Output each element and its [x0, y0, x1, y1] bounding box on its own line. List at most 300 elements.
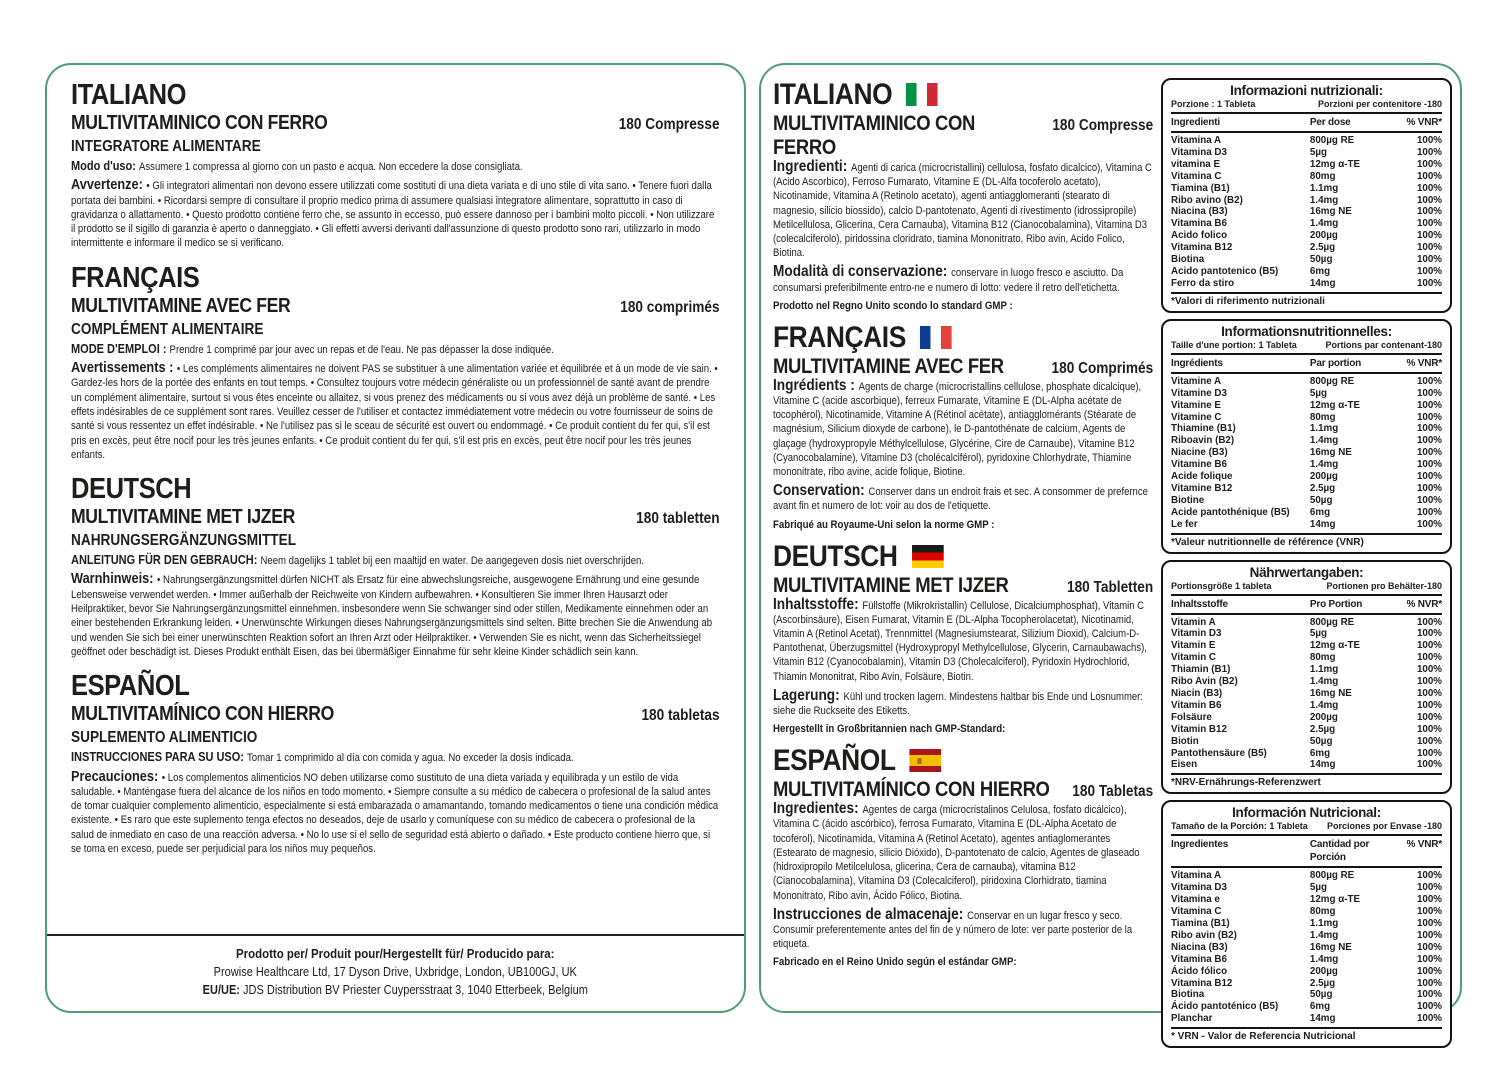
nutrient-row: [1171, 218, 1442, 230]
pack-count: 180 Comprimés: [1051, 359, 1154, 377]
nutrient-row: [1171, 230, 1442, 242]
nutrient-name: Vitamin B12: [1171, 723, 1227, 735]
table-footnote: *NRV-Ernährungs-Referenzwert: [1171, 777, 1321, 789]
nutrient-name: Vitamine B6: [1171, 459, 1227, 471]
nutrient-amount: 16mg NE: [1309, 941, 1352, 953]
nutrient-name: Niacin (B3): [1171, 688, 1223, 699]
language-title: DEUTSCH: [71, 473, 192, 506]
nutrient-nrv: 100%: [1416, 1001, 1442, 1013]
language-section: [71, 262, 720, 462]
info-paragraph: Modalità di conservazione: conservare in luogo fresco e asciutto. Da consumarsi preferibilmente entro-ne e numero di lotto: vedere il retro dell'etichetta.: [773, 263, 1124, 294]
nutrition-table: [1161, 78, 1452, 313]
france-flag-icon: [920, 326, 952, 349]
gmp-statement: Fabriqué au Royaume-Uni selon la norme GMP :: [773, 518, 995, 531]
nutrient-name: Tiamina (B1): [1171, 917, 1230, 929]
nutrient-nrv: 100%: [1416, 411, 1442, 423]
info-paragraph: INSTRUCCIONES PARA SU USO: Tomar 1 comprimido al día con comida y agua. No exceder la dosis indicada.: [71, 750, 574, 765]
nutrient-row: [1171, 978, 1442, 990]
nutrient-nrv: 100%: [1416, 387, 1442, 399]
left-panel-sections: [71, 79, 720, 867]
nutrient-row: [1171, 700, 1442, 712]
nutrient-nrv: 100%: [1416, 518, 1442, 530]
nutrient-nrv: 100%: [1416, 870, 1442, 882]
nutrient-row: [1171, 882, 1442, 894]
product-row: [71, 506, 720, 529]
nutrient-nrv: 100%: [1416, 435, 1442, 447]
paragraph-label: Warnhinweis:: [71, 571, 158, 588]
nutrient-row: [1171, 135, 1442, 147]
nutrient-row: [1171, 388, 1442, 400]
language-title-text: ESPAÑOL: [773, 744, 896, 778]
col-header-nrv: % VNR*: [1406, 117, 1442, 128]
nutrient-amount: 14mg: [1309, 759, 1336, 771]
nutrition-table: [1161, 560, 1452, 795]
nutrient-row: [1171, 676, 1442, 688]
nutrient-amount: 200µg: [1309, 711, 1338, 723]
nutrient-row: [1171, 495, 1442, 507]
nutrient-nrv: 100%: [1416, 640, 1442, 652]
nutrient-amount: 12mg α-TE: [1309, 894, 1361, 906]
nutrient-name: Eisen: [1171, 759, 1198, 771]
nutrient-amount: 1.4mg: [1309, 953, 1339, 965]
pack-count: 180 tabletten: [636, 510, 720, 528]
pack-count: 180 comprimés: [620, 298, 720, 316]
nutrient-nrv: 100%: [1416, 482, 1442, 494]
nutrient-nrv: 100%: [1416, 1013, 1442, 1025]
col-header-amount: Par portion: [1309, 357, 1362, 369]
nutrient-amount: 80mg: [1309, 652, 1336, 664]
nutrient-nrv: 100%: [1416, 447, 1442, 459]
product-row: [773, 778, 1153, 802]
nutrient-nrv: 100%: [1416, 375, 1442, 387]
nutrient-row: [1171, 652, 1442, 664]
info-paragraph: Avvertenze: • Gli integratori alimentari non devono essere utilizzati come sostituti di una dieta variata e di uno stile di vita sano. • Tenere fuori dalla portata dei bambini. • Ricordarsi sempre di consultare il proprio medico prima di assumere qualsiasi integratore alimentare, soprattutto in caso di gravidanza o allattamento. • Questo prodotto contiene ferro che, se assunto in eccesso, può essere dannoso per i bambini molto piccoli. • Non utilizzare il prodotto se il sigillo di garanzia è aperto o danneggiato. • Gli effetti avversi derivanti dall'assunzione di questo prodotto sono rari, utilizzarlo in modo intermittente e informare il medico se si verificano.: [71, 177, 715, 250]
col-header-ingredients: Ingredienti: [1171, 117, 1220, 128]
nutrient-row: [1171, 254, 1442, 266]
nutrient-amount: 1.1mg: [1309, 917, 1339, 929]
pack-count: 180 Compresse: [618, 116, 720, 133]
nutrient-name: Planchar: [1171, 1013, 1213, 1025]
serving-row: [1171, 339, 1442, 355]
nutrient-amount: 50µg: [1309, 494, 1333, 506]
nutrient-amount: 5µg: [1309, 882, 1327, 894]
serving-size: Porzione : 1 Tableta: [1171, 99, 1256, 109]
nutrient-row: [1171, 376, 1442, 388]
pack-count: 180 Compresse: [1052, 117, 1154, 134]
nutrient-row: [1171, 930, 1442, 942]
col-header-amount: Cantidad por Porción: [1309, 839, 1370, 864]
nutrient-nrv: 100%: [1416, 711, 1442, 723]
nutrient-nrv: 100%: [1416, 977, 1442, 989]
nutrient-row: [1171, 664, 1442, 676]
nutrient-name: Biotina: [1171, 989, 1205, 1001]
nutrient-nrv: 100%: [1416, 723, 1442, 735]
gmp-statement: Prodotto nel Regno Unito scondo lo standard GMP :: [773, 299, 1013, 312]
nutrient-nrv: 100%: [1416, 135, 1442, 146]
table-header-row: [1171, 355, 1442, 374]
nutrient-nrv: 100%: [1416, 652, 1442, 664]
nutrient-name: Thiamin (B1): [1171, 664, 1231, 676]
nutrient-name: Acide folique: [1171, 471, 1233, 483]
language-section: [773, 744, 1153, 968]
paragraph-label: Modalità di conservazione:: [773, 263, 952, 281]
nutrient-row: [1171, 736, 1442, 748]
nutrient-name: Vitamina D3: [1171, 882, 1227, 894]
nutrient-nrv: 100%: [1416, 759, 1442, 771]
nutrient-name: Vitamina e: [1171, 894, 1220, 906]
nutrient-name: Vitamina A: [1171, 870, 1222, 882]
nutrient-row: [1171, 507, 1442, 519]
nutrient-name: Vitamina D3: [1171, 146, 1227, 158]
nutrient-nrv: 100%: [1416, 158, 1442, 170]
nutrient-name: Vitamin C: [1171, 652, 1217, 664]
nutrient-nrv: 100%: [1416, 206, 1442, 218]
nutrient-name: Ácido pantoténico (B5): [1171, 1001, 1279, 1013]
nutrient-row: [1171, 954, 1442, 966]
nutrient-name: Ribo avino (B2): [1171, 194, 1243, 206]
italy-flag-icon: [906, 83, 938, 106]
paragraph-label: Instrucciones de almacenaje:: [773, 905, 968, 923]
nutrient-row: [1171, 759, 1442, 771]
nutrient-nrv: 100%: [1416, 929, 1442, 941]
info-paragraph: ANLEITUNG FÜR DEN GEBRAUCH: Neem dagelijks 1 tablet bij een maaltijd en water. De aangegeven dosis niet overschrijden.: [71, 553, 645, 568]
product-subtitle: SUPLEMENTO ALIMENTICIO: [71, 729, 258, 747]
nutrient-name: Acide pantothénique (B5): [1171, 506, 1290, 518]
table-title: Informationsnutritionnelles:: [1221, 323, 1392, 339]
nutrient-nrv: 100%: [1416, 882, 1442, 894]
nutrient-name: Acido pantotenico (B5): [1171, 265, 1279, 277]
servings-per-container: Portions par contenant-180: [1325, 339, 1442, 350]
nutrient-amount: 12mg α-TE: [1309, 158, 1361, 170]
spain-flag-icon: [910, 749, 942, 772]
nutrient-nrv: 100%: [1416, 146, 1442, 158]
language-title: [773, 321, 1153, 354]
paragraph-label: MODE D'EMPLOI :: [71, 341, 170, 356]
nutrient-nrv: 100%: [1416, 688, 1442, 699]
nutrient-name: Vitamina A: [1171, 135, 1222, 146]
servings-per-container: Porciones por Envase -180: [1326, 821, 1442, 832]
nutrient-name: Tiamina (B1): [1171, 182, 1230, 194]
nutrient-row: [1171, 435, 1442, 447]
nutrient-row: [1171, 628, 1442, 640]
nutrient-row: [1171, 278, 1442, 290]
serving-size: Tamaño de la Porción: 1 Tableta: [1171, 821, 1308, 832]
footer-produced-for: Prodotto per/ Produit pour/Hergestellt für/ Producido para:: [236, 946, 555, 961]
table-header-row: [1171, 114, 1442, 133]
nutrient-name: Riboavin (B2): [1171, 435, 1235, 447]
info-paragraph: Avertissements : • Les compléments alimentaires ne doivent PAS se substituer à une alimentation variée et équilibrée et à un mode de vie sain. • Gardez-les hors de la portée des enfants en tout temps. • Consultez toujours votre médecin généraliste ou un professionnel de santé avant de prendre un complément alimentaire, surtout si vous êtes enceinte ou allaitez, si vous prenez des médicaments ou si vous avez déjà un problème de santé. • Les effets indésirables de ce supplément sont rares. Veuillez cesser de l'utiliser et contactez immédiatement votre médecin ou votre fournisseur de soins de santé si vous ressentez un effet indésirable. • Ne l'utilisez pas si le sceau de sécurité est ouvert ou endommagé. • Ce produit contient du fer qui, s'il est pris en excès, peut être nocif pour les très jeunes enfants. • Ce produit contient du fer qui, s'il est pris en excès, peut être nocif pour les très jeunes enfants.: [71, 360, 718, 461]
product-title: MULTIVITAMINE MET IJZER: [773, 573, 1009, 597]
nutrient-amount: 14mg: [1309, 277, 1336, 289]
nutrient-row: [1171, 471, 1442, 483]
nutrient-row: [1171, 519, 1442, 531]
paragraph-label: Avertissements :: [71, 360, 177, 377]
footer-eu-text: JDS Distribution BV Priester Cuypersstraat 3, 1040 Etterbeek, Belgium: [243, 983, 588, 997]
germany-flag-icon: [912, 545, 944, 568]
nutrient-row: [1171, 724, 1442, 736]
language-title: FRANÇAIS: [71, 261, 200, 294]
info-paragraph: Inhaltsstoffe: Füllstoffe (Mikrokristallin) Cellulose, Dicalciumphosphat), Vitamin C (Ascorbinsäure), Eisen Fumarat, Vitamin E (DL-Alpha Tocopherolacetat), Nicotinamid, Vitamin A (Retinol Acetat), Trennmittel (Magnesiumstearat, Silizium Dioxid), Calcium-D-Pantothenat, Überzugsmittel (Hydroxypropyl Methylcellulose, Glycerin, Carnaubawachs), Vitamin B12 (Cyanocobalamin), Vitamin D3 (Cholecalciferol), Pyridoxin Hydrochlorid, Thiamin Mononitrat, Ribo Avin, Folsäure, Biotin.: [773, 595, 1147, 683]
nutrient-amount: 1.4mg: [1309, 194, 1339, 206]
pack-count: 180 Tabletas: [1072, 783, 1154, 801]
nutrient-amount: 50µg: [1309, 989, 1333, 1001]
nutrient-name: Vitamina C: [1171, 906, 1222, 918]
nutrient-nrv: 100%: [1416, 628, 1442, 640]
nutrient-row: [1171, 195, 1442, 207]
table-footnote: * VRN - Valor de Referencia Nutricional: [1171, 1031, 1356, 1043]
nutrient-amount: 1.4mg: [1309, 435, 1339, 447]
language-section: [773, 540, 1153, 736]
nutrient-nrv: 100%: [1416, 265, 1442, 277]
nutrient-row: [1171, 1001, 1442, 1013]
nutrient-name: Niacine (B3): [1171, 447, 1228, 459]
nutrient-nrv: 100%: [1416, 894, 1442, 906]
nutrient-row: [1171, 617, 1442, 629]
table-footnote: *Valori di riferimento nutrizionali: [1171, 295, 1325, 307]
col-header-ingredients: Ingredientes: [1171, 839, 1229, 851]
language-title: ESPAÑOL: [71, 670, 190, 703]
nutrient-nrv: 100%: [1416, 506, 1442, 518]
nutrient-name: Niacina (B3): [1171, 206, 1228, 218]
nutrient-amount: 2.5µg: [1309, 723, 1336, 735]
nutrient-nrv: 100%: [1416, 218, 1442, 230]
language-title: [773, 744, 1153, 777]
nutrient-amount: 1.4mg: [1309, 676, 1339, 688]
paragraph-label: Ingredientes:: [773, 800, 863, 818]
table-header-row: [1171, 836, 1442, 868]
paragraph-label: ANLEITUNG FÜR DEN GEBRAUCH:: [71, 553, 261, 568]
nutrient-row: [1171, 171, 1442, 183]
nutrient-row: [1171, 712, 1442, 724]
nutrient-amount: 800µg RE: [1309, 616, 1355, 628]
pack-count: 180 Tabletten: [1066, 578, 1154, 596]
manufacturer-footer: [71, 936, 720, 999]
info-paragraph: Precauciones: • Los complementos alimenticios NO deben utilizarse como sustituto de una dieta variada y equilibrada y un estilo de vida saludable. • Manténgase fuera del alcance de los niños en todo momento. • Siempre consulte a su médico de cabecera o profesional de la salud antes de tomar cualquier complemento alimenticio, especialmente si está embarazada o amamantando, tomando medicamentos o tiene una condición médica existente. • Es raro que este suplemento tenga efectos no deseados, deje de usarlo y comuníquese con su médico de cabecera o profesional de la salud de inmediato en caso de una reacción adversa. • No lo use si el sello de seguridad está abierto o dañado. • Este producto contiene hierro que, si se toma en exceso, puede ser perjudicial para los niños muy pequeños.: [71, 768, 719, 856]
serving-row: [1171, 580, 1442, 596]
nutrient-name: Biotina: [1171, 254, 1205, 266]
product-row: [71, 703, 720, 726]
nutrient-amount: 1.1mg: [1309, 664, 1339, 676]
col-header-ingredients: Ingrédients: [1171, 357, 1223, 369]
language-section: [71, 473, 720, 659]
footer-address-eu: [71, 981, 720, 999]
servings-per-container: Portionen pro Behälter-180: [1326, 580, 1442, 591]
nutrient-amount: 16mg NE: [1309, 206, 1352, 218]
info-paragraph: Ingredienti: Agenti di carica (microcristallini) cellulosa, fosfato dicalcico), Vitamina C (Acido Ascorbico), Ferroso Fumarato, Vitamine E (DL-Alfa tocoferolo acetato), Nicotinamide, Vitamina A (Retinolo acetato), agenti antiagglomeranti (stearato di magnesio, silicio biossido), calcio D-pantotenato, Agenti di rivestimento (idrossipropile) Metilcellulosa, Glicerina, Cera Carnauba), Vitamina B12 (Cianocobalamina), Vitamina D3 (colecalciferolo), piridossina cloridrato, tiamina Mononitrato, Ribo avin, Acido Folico, Biotina.: [773, 158, 1152, 260]
language-section: [773, 321, 1153, 531]
pack-count: 180 tabletas: [641, 707, 720, 725]
info-paragraph: Ingrédients : Agents de charge (microcristallins cellulose, phosphate dicalcique), Vitamine C (acide ascorbique), ferreux Fumarate, Vitamine E (DL-Alpha acétate de tocophérol), Nicotinamide, Vitamine A (Rétinol acétate), antiagglomérants (Stéarate de magnésium, Silicium dioxyde de carbone), le D-pantothénate de calcium, Agents de glaçage (hydroxypropyle Méthylcellulose, Glycérine, Cire de Carnaube), Vitamine B12 (Cyanocobalamine), Vitamine D3 (cholécalciférol), pyridoxine Chlorhydrate, Thiamine mononitrate, ribo avine, acide folique, Biotine.: [773, 376, 1142, 479]
paragraph-label: Modo d'uso:: [71, 159, 139, 173]
nutrient-row: [1171, 918, 1442, 930]
product-title: MULTIVITAMÍNICO CON HIERRO: [71, 703, 334, 726]
paragraph-label: Precauciones:: [71, 768, 162, 785]
nutrient-name: Vitamine A: [1171, 375, 1222, 387]
col-header-ingredients: Inhaltsstoffe: [1171, 598, 1228, 610]
nutrient-nrv: 100%: [1416, 941, 1442, 953]
paragraph-label: Ingredienti:: [773, 158, 852, 175]
nutrient-name: Vitamina B12: [1171, 977, 1233, 989]
table-title: Información Nutricional:: [1232, 805, 1381, 821]
nutrition-tables: [1161, 78, 1452, 1043]
col-header-amount: Pro Portion: [1309, 598, 1363, 610]
nutrient-amount: 6mg: [1309, 506, 1331, 518]
nutrient-amount: 1.4mg: [1309, 218, 1339, 230]
nutrient-amount: 1.1mg: [1309, 423, 1339, 435]
product-row: [773, 574, 1153, 598]
language-section: [71, 79, 720, 251]
table-body: [1171, 374, 1442, 535]
serving-size: Portionsgröße 1 tableta: [1171, 580, 1272, 591]
nutrient-name: Ácido fólico: [1171, 965, 1228, 977]
product-subtitle: INTEGRATORE ALIMENTARE: [71, 138, 261, 155]
table-body: [1171, 868, 1442, 1029]
nutrient-row: [1171, 400, 1442, 412]
right-text-column: [773, 78, 1153, 1001]
paragraph-label: Avvertenze:: [71, 177, 147, 194]
product-row: [773, 355, 1153, 379]
nutrient-nrv: 100%: [1416, 917, 1442, 929]
nutrient-nrv: 100%: [1416, 230, 1442, 242]
product-row: [773, 112, 1153, 160]
nutrient-name: Acido folico: [1171, 230, 1228, 242]
nutrient-amount: 200µg: [1309, 471, 1338, 483]
nutrient-name: Folsäure: [1171, 711, 1212, 723]
paragraph-label: Ingrédients :: [773, 376, 859, 394]
nutrient-name: Ferro da stiro: [1171, 277, 1235, 289]
nutrient-nrv: 100%: [1416, 399, 1442, 411]
gmp-statement: Hergestellt in Großbritannien nach GMP-Standard:: [773, 723, 1006, 736]
product-title: MULTIVITAMINICO CON FERRO: [773, 112, 976, 159]
nutrient-amount: 80mg: [1309, 170, 1336, 182]
nutrient-nrv: 100%: [1416, 242, 1442, 254]
footer-address-uk: Prowise Healthcare Ltd, 17 Dyson Drive, Uxbridge, London, UB100GJ, UK: [213, 965, 577, 979]
product-title: MULTIVITAMINE MET IJZER: [71, 506, 295, 529]
nutrient-amount: 800µg RE: [1309, 135, 1355, 146]
nutrient-row: [1171, 1013, 1442, 1025]
nutrient-amount: 1.1mg: [1309, 182, 1339, 194]
nutrient-row: [1171, 159, 1442, 171]
nutrient-name: Le fer: [1171, 518, 1198, 530]
nutrient-amount: 16mg NE: [1309, 447, 1352, 459]
col-header-nrv: % VNR*: [1406, 839, 1442, 851]
nutrient-name: Ribo avin (B2): [1171, 929, 1237, 941]
nutrient-name: Vitamine C: [1171, 411, 1222, 423]
nutrient-amount: 6mg: [1309, 1001, 1331, 1013]
nutrient-row: [1171, 147, 1442, 159]
nutrient-amount: 2.5µg: [1309, 977, 1336, 989]
nutrient-amount: 200µg: [1309, 965, 1338, 977]
product-title: MULTIVITAMÍNICO CON HIERRO: [773, 778, 1050, 802]
nutrient-row: [1171, 423, 1442, 435]
nutrient-nrv: 100%: [1416, 194, 1442, 206]
serving-row: [1171, 820, 1442, 836]
nutrient-name: Biotine: [1171, 494, 1205, 506]
nutrient-nrv: 100%: [1416, 471, 1442, 483]
paragraph-label: INSTRUCCIONES PARA SU USO:: [71, 750, 248, 765]
table-header-row: [1171, 596, 1442, 615]
nutrient-amount: 800µg RE: [1309, 375, 1355, 387]
serving-size: Taille d'une portion: 1 Tableta: [1171, 339, 1297, 350]
nutrient-amount: 50µg: [1309, 254, 1333, 266]
nutrient-name: vitamina E: [1171, 158, 1221, 170]
nutrient-row: [1171, 206, 1442, 218]
nutrient-amount: 5µg: [1309, 146, 1327, 158]
info-paragraph: Modo d'uso: Assumere 1 compressa al giorno con un pasto e acqua. Non eccedere la dose consigliata.: [71, 159, 523, 173]
nutrient-nrv: 100%: [1416, 953, 1442, 965]
nutrient-row: [1171, 688, 1442, 700]
nutrient-row: [1171, 447, 1442, 459]
nutrient-nrv: 100%: [1416, 676, 1442, 688]
info-paragraph: Warnhinweis: • Nahrungsergänzungsmittel dürfen NICHT als Ersatz für eine abwechslungsreiche, ausgewogene Ernährung und eine gesunde Lebensweise verwendet werden. • Immer außerhalb der Reichweite von Kindern aufbewahren. • Konsultieren Sie immer Ihren Hausarzt oder Heilpraktiker, bevor Sie Nahrungsergänzungsmittel einnehmen. insbesondere wenn Sie schwanger sind oder stillen, Medikamente einnehmen oder an einer bestehenden Erkrankung leiden. • Unerwünschte Wirkungen dieses Nahrungsergänzungsmittels sind selten. Bitte brechen Sie die Anwendung ab und wenden Sie sich bei einer unerwünschten Reaktion sofort an Ihren Arzt oder Heilpraktiker. • Verwenden Sie es nicht, wenn das Sicherheitssiegel geöffnet oder beschädigt ist. Dieses Produkt enthält Eisen, das bei übermäßiger Einnahme für sehr kleine Kinder schädlich sein kann.: [71, 571, 713, 658]
nutrient-row: [1171, 266, 1442, 278]
nutrient-row: [1171, 906, 1442, 918]
nutrient-name: Vitamin A: [1171, 616, 1216, 628]
paragraph-label: Conservation:: [773, 482, 869, 500]
nutrient-name: Vitamin D3: [1171, 628, 1222, 640]
nutrient-name: Vitamin B6: [1171, 699, 1222, 711]
nutrient-nrv: 100%: [1416, 747, 1442, 759]
servings-per-container: Porzioni per contenitore -180: [1317, 99, 1442, 109]
nutrient-nrv: 100%: [1416, 699, 1442, 711]
nutrient-amount: 5µg: [1309, 628, 1327, 640]
paragraph-label: Lagerung:: [773, 686, 844, 704]
nutrient-amount: 2.5µg: [1309, 482, 1336, 494]
nutrient-amount: 50µg: [1309, 735, 1333, 747]
nutrient-name: Niacina (B3): [1171, 941, 1228, 953]
nutrient-name: Thiamine (B1): [1171, 423, 1236, 435]
nutrient-row: [1171, 942, 1442, 954]
nutrient-row: [1171, 459, 1442, 471]
product-title: MULTIVITAMINE AVEC FER: [71, 294, 291, 317]
table-title: Nährwertangaben:: [1249, 564, 1364, 580]
nutrient-row: [1171, 894, 1442, 906]
paragraph-label: Inhaltsstoffe:: [773, 595, 863, 613]
nutrient-amount: 2.5µg: [1309, 242, 1336, 254]
nutrient-amount: 200µg: [1309, 230, 1338, 242]
nutrient-amount: 16mg NE: [1309, 688, 1352, 699]
nutrient-name: Vitamina C: [1171, 170, 1222, 182]
language-title-text: ITALIANO: [773, 78, 893, 111]
nutrient-row: [1171, 242, 1442, 254]
nutrient-nrv: 100%: [1416, 182, 1442, 194]
nutrition-table: [1161, 319, 1452, 554]
nutrient-name: Vitamina B12: [1171, 242, 1233, 254]
right-panel-sections: [773, 78, 1153, 968]
nutrient-amount: 14mg: [1309, 518, 1336, 530]
col-header-amount: Per dose: [1309, 117, 1351, 128]
nutrient-name: Vitamine E: [1171, 399, 1221, 411]
nutrient-nrv: 100%: [1416, 277, 1442, 289]
nutrient-row: [1171, 640, 1442, 652]
nutrient-amount: 800µg RE: [1309, 870, 1355, 882]
nutrient-amount: 1.4mg: [1309, 929, 1339, 941]
right-label-panel: [759, 63, 1462, 1043]
language-title-text: DEUTSCH: [773, 539, 898, 573]
nutrient-amount: 12mg α-TE: [1309, 399, 1361, 411]
nutrient-amount: 5µg: [1309, 387, 1327, 399]
nutrient-row: [1171, 412, 1442, 424]
col-header-nrv: % VNR*: [1406, 357, 1442, 369]
serving-row: [1171, 98, 1442, 114]
language-title: [773, 540, 1153, 573]
language-section: [71, 670, 720, 856]
gmp-statement: Fabricado en el Reino Unido según el estándar GMP:: [773, 956, 1017, 969]
nutrient-amount: 14mg: [1309, 1013, 1336, 1025]
nutrient-row: [1171, 748, 1442, 760]
info-paragraph: Ingredientes: Agentes de carga (microcristalinos Celulosa, fosfato dicálcico), Vitamina C (ácido ascórbico), ferrosa Fumarato, Vitamina E (DL-Alpha Acetato de tocoferol), Nicotinamida, Vitamina A (Retinol Acetato), agentes antiaglomerantes (Estearato de magnesio, silicio Dióxido), D-pantotenato de calcio, Agentes de glaseado (hidroxipropilo Metilcelulosa, glicerina, Cera de carnauba), vitamina B12 (Cianocobalamina), Vitamina D3 (Colecalciferol), piridoxina Clorhidrato, tiamina Mononitrato, Ribo avin, Ácido Fólico, Biotina.: [773, 800, 1140, 902]
nutrient-name: Pantothensäure (B5): [1171, 747, 1267, 759]
